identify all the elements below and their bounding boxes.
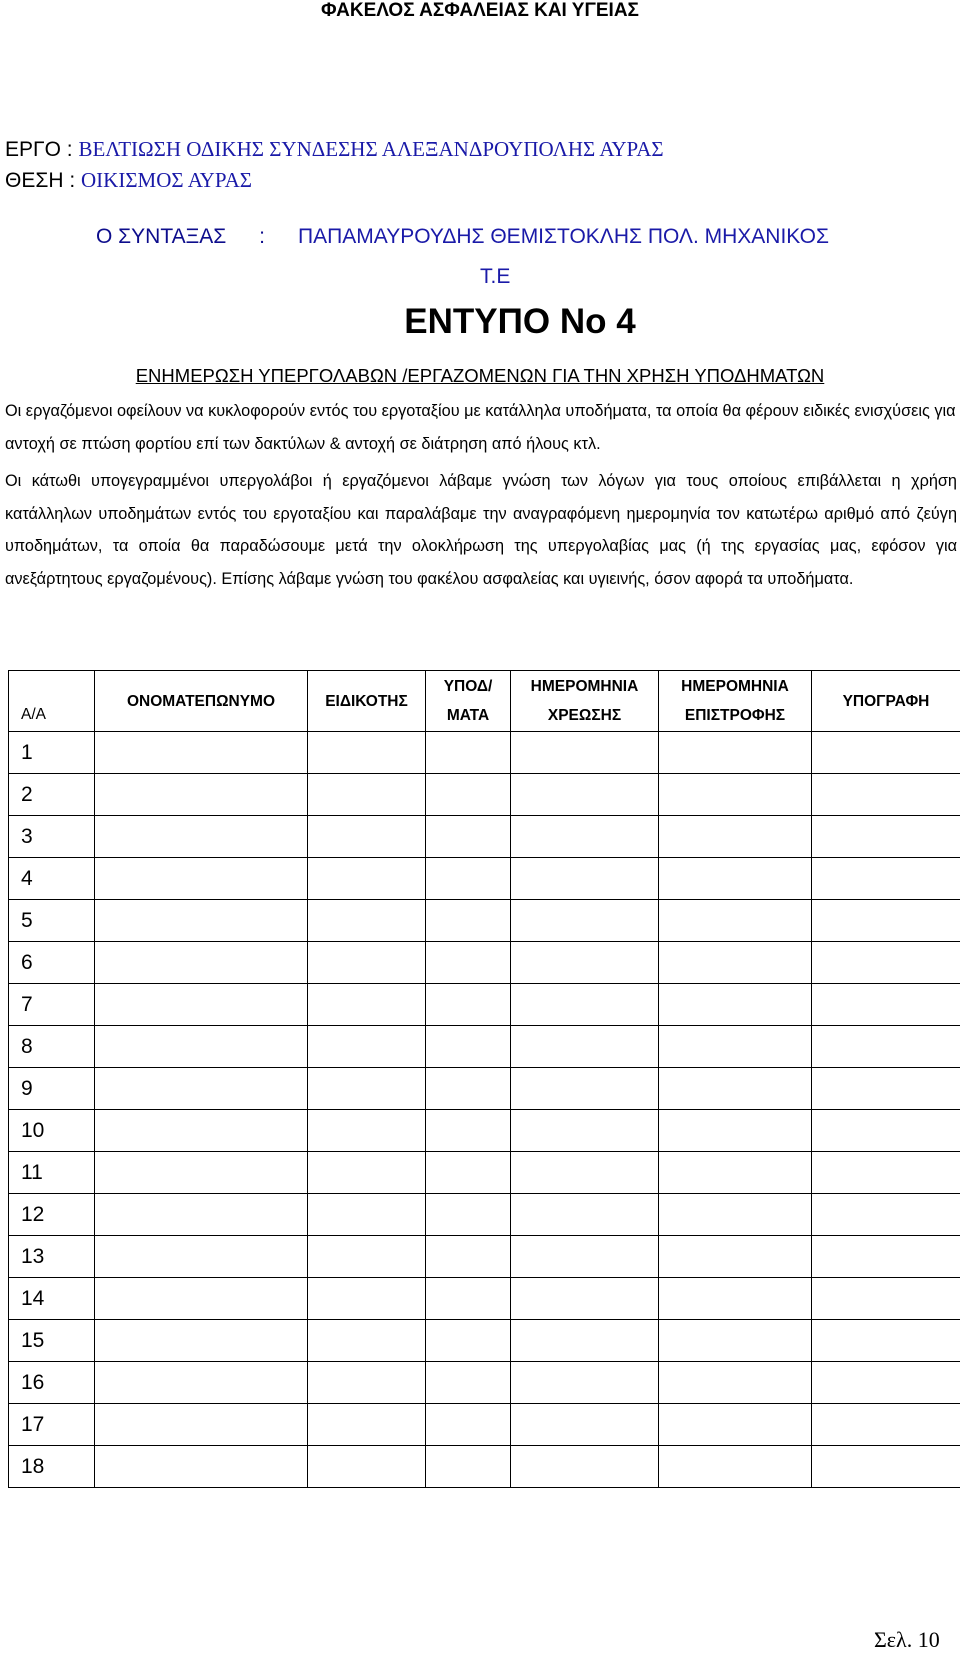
name-cell[interactable] (95, 1236, 308, 1278)
specialty-cell[interactable] (308, 816, 426, 858)
shoes-cell[interactable] (426, 1320, 511, 1362)
author-role-continuation: Τ.Ε (480, 265, 511, 288)
header-full-name: ΟΝΟΜΑΤΕΠΩΝΥΜΟ (95, 671, 308, 732)
return-date-cell[interactable] (659, 900, 812, 942)
table-row (9, 1068, 960, 1110)
specialty-cell[interactable] (308, 1446, 426, 1488)
specialty-cell[interactable] (308, 1194, 426, 1236)
signature-cell[interactable] (812, 1320, 960, 1362)
signature-cell[interactable] (812, 1110, 960, 1152)
row-number: 10 (9, 1110, 95, 1152)
shoes-cell[interactable] (426, 732, 511, 774)
charge-date-cell[interactable] (511, 858, 659, 900)
table-row (9, 1236, 960, 1278)
specialty-cell[interactable] (308, 1068, 426, 1110)
return-date-cell[interactable] (659, 732, 812, 774)
row-number: 18 (9, 1446, 95, 1488)
header-return-line2: ΕΠΙΣΤΡΟΦΗΣ (684, 707, 786, 724)
shoes-cell[interactable] (426, 1362, 511, 1404)
signature-cell[interactable] (812, 732, 960, 774)
specialty-cell[interactable] (308, 984, 426, 1026)
row-number: 8 (9, 1026, 95, 1068)
row-number: 1 (9, 732, 95, 774)
row-number: 5 (9, 900, 95, 942)
specialty-cell[interactable] (308, 774, 426, 816)
specialty-cell[interactable] (308, 942, 426, 984)
shoes-cell[interactable] (426, 1404, 511, 1446)
specialty-cell[interactable] (308, 1320, 426, 1362)
signature-cell[interactable] (812, 1278, 960, 1320)
shoes-cell[interactable] (426, 816, 511, 858)
row-number: 6 (9, 942, 95, 984)
form-subtitle: ΕΝΗΜΕΡΩΣΗ ΥΠΕΡΓΟΛΑΒΩΝ /ΕΡΓΑΖΟΜΕΝΩΝ ΓΙΑ ΤΗΝ ΧΡΗΣΗ ΥΠΟΔΗΜΑΤΩΝ (135, 365, 825, 386)
table-row (9, 1152, 960, 1194)
name-cell[interactable] (95, 1446, 308, 1488)
row-number: 13 (9, 1236, 95, 1278)
row-number: 16 (9, 1362, 95, 1404)
page-header-title: ΦΑΚΕΛΟΣ ΑΣΦΑΛΕΙΑΣ ΚΑΙ ΥΓΕΙΑΣ (321, 0, 639, 21)
return-date-cell[interactable] (659, 774, 812, 816)
row-number: 17 (9, 1404, 95, 1446)
shoes-cell[interactable] (426, 1278, 511, 1320)
charge-date-cell[interactable] (511, 900, 659, 942)
shoes-cell[interactable] (426, 1068, 511, 1110)
signature-cell[interactable] (812, 900, 960, 942)
location-label: ΘΕΣΗ : (5, 169, 76, 192)
return-date-cell[interactable] (659, 942, 812, 984)
signature-cell[interactable] (812, 1404, 960, 1446)
specialty-cell[interactable] (308, 732, 426, 774)
return-date-cell[interactable] (659, 1110, 812, 1152)
author-role: ΠΟΛ. ΜΗΧΑΝΙΚΟΣ (647, 225, 829, 248)
charge-date-cell[interactable] (511, 1320, 659, 1362)
name-cell[interactable] (95, 1362, 308, 1404)
signature-cell[interactable] (812, 1026, 960, 1068)
signature-cell[interactable] (812, 774, 960, 816)
charge-date-cell[interactable] (511, 1152, 659, 1194)
header-return-date (659, 671, 812, 732)
work-line (5, 137, 664, 162)
name-cell[interactable] (95, 1026, 308, 1068)
header-aa: Α/Α (9, 671, 95, 732)
row-number: 12 (9, 1194, 95, 1236)
name-cell[interactable] (95, 1194, 308, 1236)
return-date-cell[interactable] (659, 1026, 812, 1068)
header-shoes-line1: ΥΠΟΔ/ (443, 678, 493, 695)
charge-date-cell[interactable] (511, 732, 659, 774)
name-cell[interactable] (95, 1320, 308, 1362)
header-specialty: ΕΙΔΙΚΟΤΗΣ (308, 671, 426, 732)
specialty-cell[interactable] (308, 1026, 426, 1068)
charge-date-cell[interactable] (511, 984, 659, 1026)
table-row (9, 942, 960, 984)
charge-date-cell[interactable] (511, 942, 659, 984)
table-row (9, 1320, 960, 1362)
author-label: Ο ΣΥΝΤΑΞΑΣ (96, 225, 227, 248)
page-number (874, 1627, 940, 1653)
work-value: ΒΕΛΤΙΩΣΗ ΟΔΙΚΗΣ ΣΥΝΔΕΣΗΣ ΑΛΕΞΑΝΔΡΟΥΠΟΛΗΣ ΑΥΡΑΣ (78, 137, 664, 161)
shoes-cell[interactable] (426, 1236, 511, 1278)
name-cell[interactable] (95, 1152, 308, 1194)
signature-cell[interactable] (812, 1446, 960, 1488)
charge-date-cell[interactable] (511, 1236, 659, 1278)
row-number: 4 (9, 858, 95, 900)
row-number: 7 (9, 984, 95, 1026)
shoes-cell[interactable] (426, 858, 511, 900)
header-signature: ΥΠΟΓΡΑΦΗ (812, 671, 960, 732)
header-shoes-line2: ΜΑΤΑ (446, 707, 490, 724)
table-row (9, 900, 960, 942)
intro-paragraph: Οι εργαζόμενοι οφείλουν να κυκλοφορούν εντός του εργοταξίου με κατάλληλα υποδήματα, τα οποία θα φέρουν ειδικές ενισχύσεις για αντοχή σε πτώση φορτίου επί των δακτύλων & αντοχή σε διάτρηση από ήλους κτλ. (5, 402, 956, 453)
name-cell[interactable] (95, 942, 308, 984)
shoes-cell[interactable] (426, 1026, 511, 1068)
name-cell[interactable] (95, 1110, 308, 1152)
table-row (9, 858, 960, 900)
charge-date-cell[interactable] (511, 1110, 659, 1152)
specialty-cell[interactable] (308, 900, 426, 942)
table-row (9, 1404, 960, 1446)
name-cell[interactable] (95, 984, 308, 1026)
table-row (9, 1446, 960, 1488)
table-row (9, 1278, 960, 1320)
location-value: ΟΙΚΙΣΜΟΣ ΑΥΡΑΣ (81, 168, 253, 192)
author-name: ΠΑΠΑΜΑΥΡΟΥΔΗΣ ΘΕΜΙΣΤΟΚΛΗΣ (297, 225, 642, 248)
shoes-cell[interactable] (426, 942, 511, 984)
signature-cell[interactable] (812, 816, 960, 858)
name-cell[interactable] (95, 858, 308, 900)
charge-date-cell[interactable] (511, 816, 659, 858)
header-return-line1: ΗΜΕΡΟΜΗΝΙΑ (681, 678, 789, 695)
charge-date-cell[interactable] (511, 774, 659, 816)
return-date-cell[interactable] (659, 858, 812, 900)
row-number: 14 (9, 1278, 95, 1320)
location-line (5, 168, 252, 193)
return-date-cell[interactable] (659, 1236, 812, 1278)
name-cell[interactable] (95, 1068, 308, 1110)
name-cell[interactable] (95, 732, 308, 774)
table-header-row (9, 671, 960, 732)
row-number: 9 (9, 1068, 95, 1110)
return-date-cell[interactable] (659, 1404, 812, 1446)
header-shoes (426, 671, 511, 732)
table-row (9, 816, 960, 858)
table-row (9, 1110, 960, 1152)
signature-cell[interactable] (812, 1068, 960, 1110)
row-number: 15 (9, 1320, 95, 1362)
charge-date-cell[interactable] (511, 1362, 659, 1404)
shoes-cell[interactable] (426, 1110, 511, 1152)
name-cell[interactable] (95, 1278, 308, 1320)
return-date-cell[interactable] (659, 1068, 812, 1110)
return-date-cell[interactable] (659, 1320, 812, 1362)
header-charge-line1: ΗΜΕΡΟΜΗΝΙΑ (530, 678, 639, 695)
table-row (9, 774, 960, 816)
return-date-cell[interactable] (659, 1278, 812, 1320)
author-separator: : (259, 225, 266, 248)
name-cell[interactable] (95, 900, 308, 942)
specialty-cell[interactable] (308, 1278, 426, 1320)
shoes-cell[interactable] (426, 774, 511, 816)
shoes-cell[interactable] (426, 1446, 511, 1488)
form-title: ΕΝΤΥΠΟ Νο 4 (404, 302, 636, 341)
charge-date-cell[interactable] (511, 1068, 659, 1110)
charge-date-cell[interactable] (511, 1194, 659, 1236)
header-charge-line2: ΧΡΕΩΣΗΣ (547, 707, 622, 724)
specialty-cell[interactable] (308, 1152, 426, 1194)
signature-cell[interactable] (812, 1152, 960, 1194)
header-charge-date (511, 671, 659, 732)
work-label: ΕΡΓΟ : (5, 138, 73, 161)
shoes-cell[interactable] (426, 900, 511, 942)
specialty-cell[interactable] (308, 858, 426, 900)
shoes-cell[interactable] (426, 1152, 511, 1194)
return-date-cell[interactable] (659, 1446, 812, 1488)
return-date-cell[interactable] (659, 1194, 812, 1236)
signature-cell[interactable] (812, 1362, 960, 1404)
name-cell[interactable] (95, 1404, 308, 1446)
signature-cell[interactable] (812, 1194, 960, 1236)
charge-date-cell[interactable] (511, 1278, 659, 1320)
signature-cell[interactable] (812, 858, 960, 900)
page-number-value: 10 (917, 1627, 940, 1652)
specialty-cell[interactable] (308, 1110, 426, 1152)
specialty-cell[interactable] (308, 1236, 426, 1278)
page-label: Σελ. (874, 1627, 913, 1652)
charge-date-cell[interactable] (511, 1026, 659, 1068)
acknowledgement-paragraph: Οι κάτωθι υπογεγραμμένοι υπεργολάβοι ή εργαζόμενοι λάβαμε γνώση των λόγων για τους οποίους επιβάλλεται η χρήση κατάλληλων υποδημάτων εντός του εργοταξίου και παραλάβαμε την αναγραφόμενη ημερομηνία τον κατωτέρω αριθμό από ζεύγη υποδημάτων, τα οποία θα παραδώσουμε μετά την ολοκλήρωση της υπεργολαβίας μας (ή της εργασίας μας, εφόσον για ανεξάρτητους εργαζομένους). Επίσης λάβαμε γνώση του φακέλου ασφαλείας και υγιεινής, όσον αφορά τα υποδήματα. (5, 472, 957, 588)
table-row (9, 732, 960, 774)
return-date-cell[interactable] (659, 1152, 812, 1194)
return-date-cell[interactable] (659, 816, 812, 858)
shoes-cell[interactable] (426, 984, 511, 1026)
row-number: 3 (9, 816, 95, 858)
shoes-cell[interactable] (426, 1194, 511, 1236)
charge-date-cell[interactable] (511, 1404, 659, 1446)
table-row (9, 984, 960, 1026)
return-date-cell[interactable] (659, 1362, 812, 1404)
signature-cell[interactable] (812, 942, 960, 984)
return-date-cell[interactable] (659, 984, 812, 1026)
specialty-cell[interactable] (308, 1404, 426, 1446)
row-number: 11 (9, 1152, 95, 1194)
signature-cell[interactable] (812, 1236, 960, 1278)
signature-cell[interactable] (812, 984, 960, 1026)
name-cell[interactable] (95, 816, 308, 858)
table-row (9, 1194, 960, 1236)
specialty-cell[interactable] (308, 1362, 426, 1404)
table-row (9, 1026, 960, 1068)
author-line (96, 224, 940, 250)
table-row (9, 1362, 960, 1404)
row-number: 2 (9, 774, 95, 816)
name-cell[interactable] (95, 774, 308, 816)
shoe-distribution-table (8, 670, 960, 1488)
charge-date-cell[interactable] (511, 1446, 659, 1488)
